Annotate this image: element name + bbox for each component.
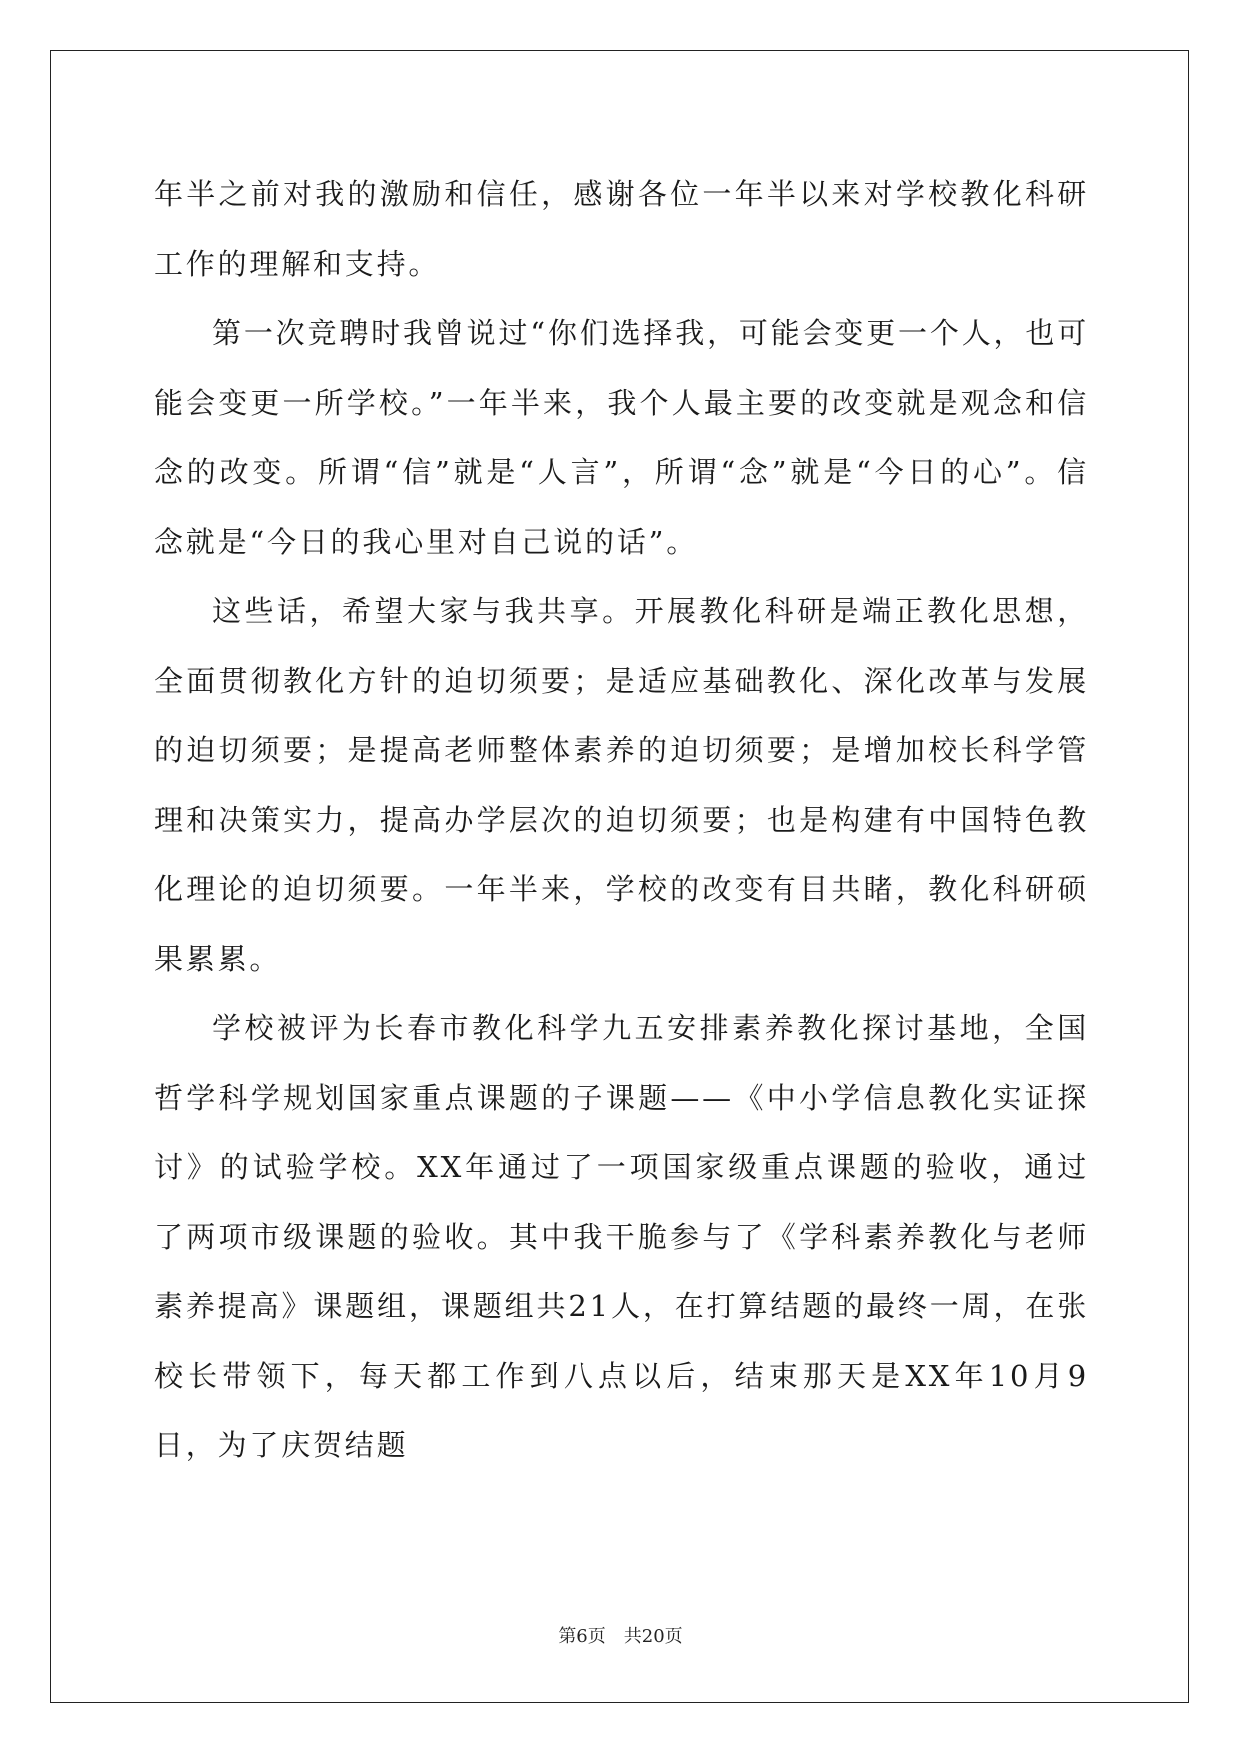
paragraph-2: 第一次竞聘时我曾说过“你们选择我，可能会变更一个人，也可能会变更一所学校。”一年半来，我个人最主要的改变就是观念和信念的改变。所谓“信”就是“人言”，所谓“念”就是“今日的心”。信念就是“今日的我心里对自己说的话”。 bbox=[154, 316, 1089, 559]
document-body bbox=[154, 160, 1089, 1481]
page-footer bbox=[0, 1622, 1241, 1648]
page-number: 第6页 bbox=[558, 1626, 606, 1647]
paragraph-4: 学校被评为长春市教化科学九五安排素养教化探讨基地，全国哲学科学规划国家重点课题的子课题——《中小学信息教化实证探讨》的试验学校。XX年通过了一项国家级重点课题的验收，通过了两项市级课题的验收。其中我干脆参与了《学科素养教化与老师素养提高》课题组，课题组共21人，在打算结题的最终一周，在张校长带领下，每天都工作到八点以后，结束那天是XX年10月9日，为了庆贺结题 bbox=[154, 1011, 1089, 1462]
paragraph-1: 年半之前对我的激励和信任，感谢各位一年半以来对学校教化科研工作的理解和支持。 bbox=[154, 177, 1089, 281]
page-total: 共20页 bbox=[623, 1626, 683, 1647]
paragraph-3: 这些话，希望大家与我共享。开展教化科研是端正教化思想，全面贯彻教化方针的迫切须要；是适应基础教化、深化改革与发展的迫切须要；是提高老师整体素养的迫切须要；是增加校长科学管理和决策实力，提高办学层次的迫切须要；也是构建有中国特色教化理论的迫切须要。一年半来，学校的改变有目共睹，教化科研硕果累累。 bbox=[154, 594, 1089, 976]
